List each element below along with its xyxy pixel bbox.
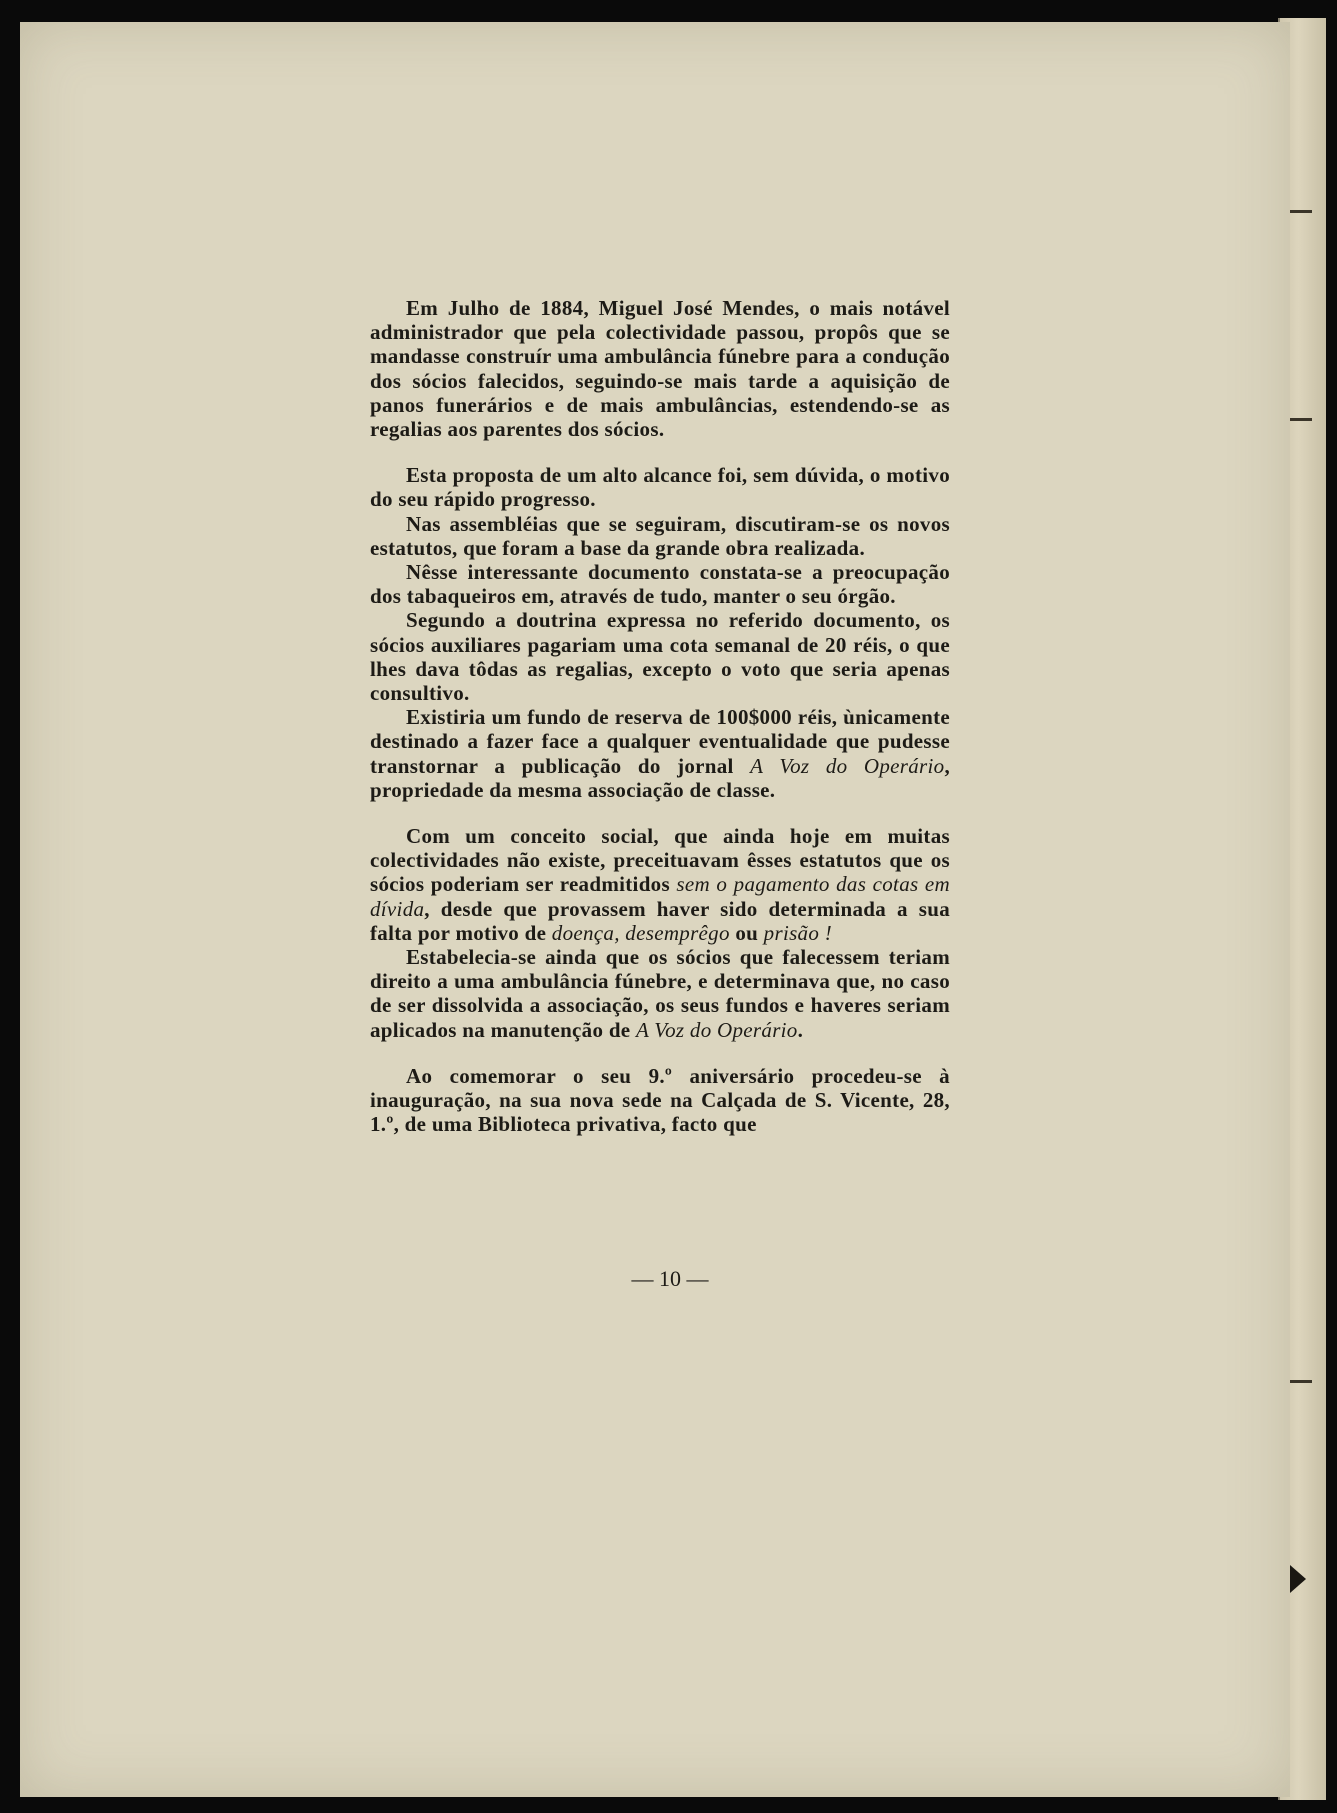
italic-text-segment: A Voz do Operário <box>635 1017 798 1042</box>
paragraph <box>370 705 950 802</box>
text-segment: Nêsse interessante documento constata-se a preocupação dos tabaqueiros em, através de tudo, manter o seu órgão. <box>370 560 950 609</box>
paragraph <box>370 945 950 1042</box>
text-segment: Existiria um fundo de reserva de 100$000 réis, ùnicamente destinado a fazer face a qualquer eventualidade que pudesse transtornar a publicação do jornal <box>370 705 950 778</box>
text-segment: ou <box>729 920 764 945</box>
body-text <box>370 296 950 1137</box>
paragraph <box>370 824 950 945</box>
italic-text-segment: A Voz do Operário <box>750 753 945 778</box>
text-segment: Esta proposta de um alto alcance foi, sem dúvida, o motivo do seu rápido progresso. <box>370 463 950 512</box>
text-segment: , propriedade da mesma associação de classe. <box>370 753 950 802</box>
paragraph <box>370 1064 950 1137</box>
binding-notch <box>1290 1565 1306 1593</box>
paragraph <box>370 463 950 511</box>
paragraph <box>370 296 950 441</box>
italic-text-segment: doença, desemprêgo <box>551 920 730 945</box>
italic-text-segment: prisão ! <box>763 920 832 945</box>
text-segment: , desde que provassem haver sido determinada a sua falta por motivo de <box>370 896 950 945</box>
page-number: — 10 — <box>631 1266 709 1291</box>
text-segment: . <box>797 1017 804 1042</box>
text-segment: Segundo a doutrina expressa no referido documento, os sócios auxiliares pagariam uma cota semanal de 20 réis, o que lhes dava tôdas as regalias, excepto o voto que seria apenas consultivo. <box>370 608 950 706</box>
paragraph <box>370 560 950 608</box>
text-segment: Com um conceito social, que ainda hoje em muitas colectividades não existe, preceituavam êsses estatutos que os sócios poderiam ser readmitidos <box>370 824 950 897</box>
paragraph <box>370 512 950 560</box>
text-segment: Nas assembléias que se seguiram, discutiram-se os novos estatutos, que foram a base da grande obra realizada. <box>370 511 950 560</box>
text-segment: Em Julho de 1884, Miguel José Mendes, o mais notável administrador que pela colectividade passou, propôs que se mandasse construír uma ambulância fúnebre para a condução dos sócios falecidos, seguindo-se mais tarde a aquisição de panos funerários e de mais ambulâncias, estendendo-se as regalias aos parentes dos sócios. <box>370 296 950 442</box>
text-segment: Ao comemorar o seu 9.º aniversário procedeu-se à inauguração, na sua nova sede na Calçada de S. Vicente, 28, 1.º, de uma Biblioteca privativa, facto que <box>370 1063 950 1137</box>
text-segment: Estabelecia-se ainda que os sócios que falecessem teriam direito a uma ambulância fúnebre, e determinava que, no caso de ser dissolvida a associação, os seus fundos e haveres seriam aplicados na manutenção de <box>370 945 950 1042</box>
italic-text-segment: sem o pagamento das cotas em dívida <box>370 872 951 921</box>
paragraph <box>370 608 950 705</box>
